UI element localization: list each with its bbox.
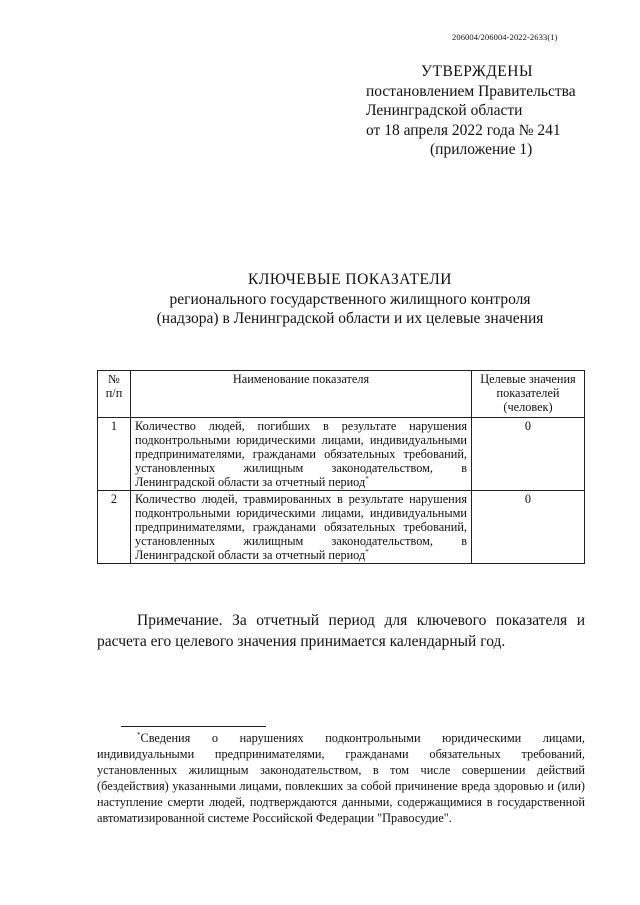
row-name-text: Количество людей, травмированных в результате нарушения подконтрольными юридическими лицами, индивидуальными предпринимателями, гражданами обязательных требований, установленных жилищным законодательством, в Ленинградской области за отчетный период [135,492,467,562]
document-subtitle-2: (надзора) в Ленинградской области и их целевые значения [156,310,544,327]
header-value: Целевые значения показателей (человек) [472,371,585,418]
indicators-table [97,370,585,564]
footnote-marker: * [365,547,369,556]
row-number: 2 [98,491,131,564]
footnote-text: Сведения о нарушениях подконтрольными юридическими лицами, индивидуальными предпринимателями, гражданами обязательных требований, установленных жилищным законодательством, в том числе совершении действий (бездействия) указанными лицами, повлекших за собой причинение вреда здоровью и (или) наступление смерти людей, подтверждаются данными, содержащимися в государственной автоматизированной системе Российской Федерации "Правосудие". [97,731,585,825]
table-header-row [98,371,585,418]
document-number: 206004/206004-2022-2633(1) [452,32,558,42]
footnote-mark: * [137,730,141,739]
table-row [98,491,585,564]
row-name-text: Количество людей, погибших в результате нарушения подконтрольными юридическими лицами, индивидуальными предпринимателями, гражданами обязательных требований, установленных жилищным законодательством, в Ленинградской области за отчетный период [135,419,467,489]
document-subtitle-1: регионального государственного жилищного контроля [169,290,531,308]
approval-title: УТВЕРЖДЕНЫ [421,63,533,80]
document-title: КЛЮЧЕВЫЕ ПОКАЗАТЕЛИ [248,271,452,288]
row-name [131,491,472,564]
row-name [131,418,472,491]
document-heading [100,270,600,329]
footnote-marker: * [365,474,369,483]
approval-line-2: Ленинградской области [366,102,523,119]
footnote-divider [121,726,266,727]
row-value: 0 [472,491,585,564]
header-name: Наименование показателя [131,371,472,418]
row-value: 0 [472,418,585,491]
approval-line-3: от 18 апреля 2022 года № 241 [366,121,561,139]
appendix-label: (приложение 1) [430,141,533,158]
footnote [97,730,585,826]
approval-line-1: постановлением Правительства [366,82,576,100]
table-row [98,418,585,491]
note-paragraph: Примечание. За отчетный период для ключевого показателя и расчета его целевого значения принимается календарный год. [97,612,585,650]
row-number: 1 [98,418,131,491]
header-number: № п/п [98,371,131,418]
approval-block [366,62,596,160]
